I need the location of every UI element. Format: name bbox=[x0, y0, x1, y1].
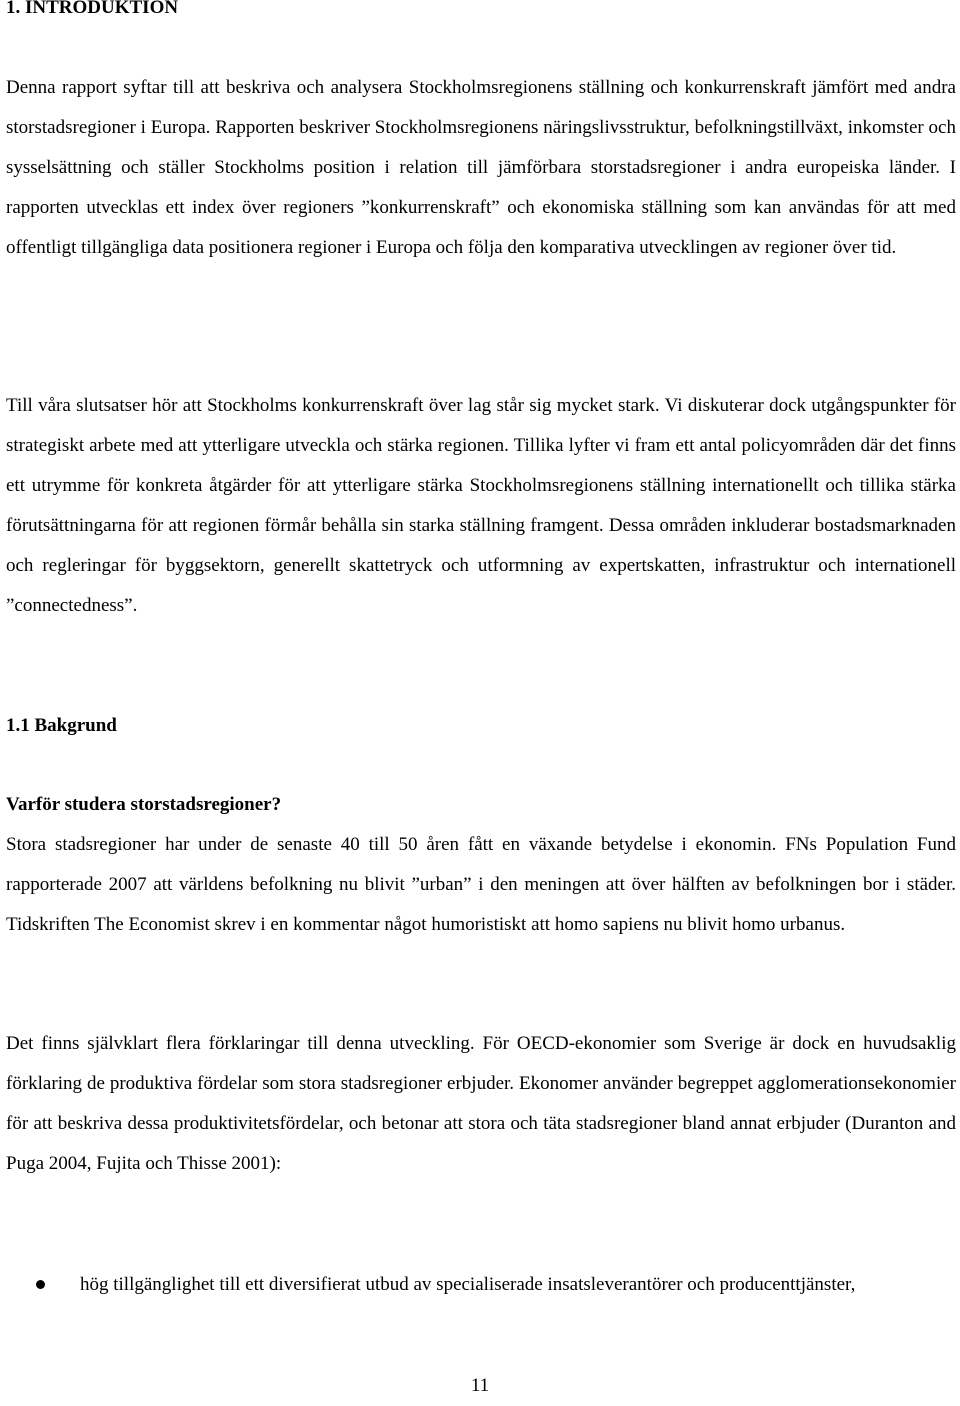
intro-paragraph-2: Till våra slutsatser hör att Stockholms konkurrenskraft över lag står sig mycket stark. Vi diskuterar dock utgångspunkter för strategiskt arbete med att ytterligare utveckla och stärka regionen. Tillika lyfter vi fram ett antal policyområden där det finns ett utrymme för konkreta åtgärder för att ytterligare stärka Stockholmsregionens ställning internationellt och tillika stärka förutsättningarna för att regionen förmår behålla sin starka ställning framgent. Dessa områden inkluderar bostadsmarknaden och regleringar för byggsektorn, generellt skattetryck och utformning av expertskatten, infrastruktur och internationell ”connectedness”. bbox=[6, 395, 956, 616]
page-number: 11 bbox=[470, 1375, 490, 1396]
intro-paragraph-1: Denna rapport syftar till att beskriva och analysera Stockholmsregionens ställning och konkurrenskraft jämfört med andra storstadsregioner i Europa. Rapporten beskriver Stockholmsregionens näringslivsstruktur, befolkningstillväxt, inkomster och sysselsättning och ställer Stockholms position i relation till jämförbara storstadsregioner i andra europeiska länder. I rapporten utvecklas ett index över regioners ”konkurrenskraft” och ekonomiska ställning som kan användas för att med offentligt tillgängliga data positionera regioner i Europa och följa den komparativa utvecklingen av regioner över tid. bbox=[6, 77, 956, 258]
section-heading: 1. INTRODUKTION bbox=[6, 0, 179, 18]
subsection-heading: 1.1 Bakgrund bbox=[6, 715, 117, 736]
list-item bbox=[6, 1265, 956, 1305]
bullet-icon bbox=[36, 1280, 45, 1289]
background-paragraph-1: Stora stadsregioner har under de senaste 40 till 50 åren fått en växande betydelse i ekonomin. FNs Population Fund rapporterade 2007 att världens befolkning nu blivit ”urban” i den meningen att över hälften av befolkningen bor i städer. Tidskriften The Economist skrev i en kommentar något humoristiskt att homo sapiens nu blivit homo urbanus. bbox=[6, 834, 956, 935]
question-heading: Varför studera storstadsregioner? bbox=[6, 794, 282, 815]
bullet-list bbox=[6, 1265, 956, 1305]
background-paragraph-2: Det finns självklart flera förklaringar till denna utveckling. För OECD-ekonomier som Sverige är dock en huvudsaklig förklaring de produktiva fördelar som stora stadsregioner erbjuder. Ekonomer använder begreppet agglomerationsekonomier för att beskriva dessa produktivitetsfördelar, och betonar att stora och täta stadsregioner bland annat erbjuder (Duranton and Puga 2004, Fujita och Thisse 2001): bbox=[6, 1033, 956, 1174]
list-item-text: hög tillgänglighet till ett diversifierat utbud av specialiserade insatsleverantörer och producenttjänster, bbox=[80, 1274, 856, 1295]
